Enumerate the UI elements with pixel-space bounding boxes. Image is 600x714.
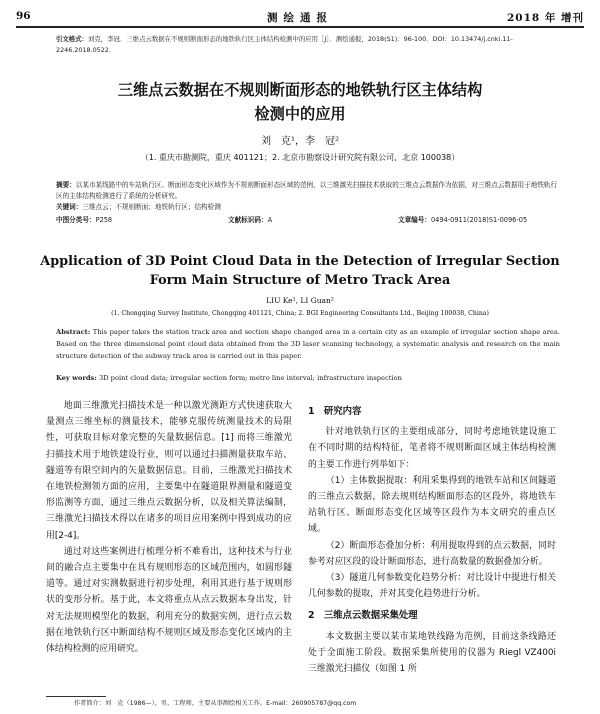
affiliation-chinese: （1. 重庆市勘测院，重庆 401121；2. 北京市勘察设计研究院有限公司，北京 100038） — [140, 153, 460, 162]
keywords-cn-label: 关键词： — [56, 203, 83, 211]
citation-format — [56, 34, 560, 56]
abstract-cn-label: 摘要： — [56, 181, 76, 189]
body-paragraph: 针对地铁轨行区的主要组成部分，同时考虑地铁建设施工在不同时期的结构特征，笔者将不规则断面区域主体结构检测的主要工作进行列举如下： — [308, 427, 556, 470]
body-paragraph: （3）隧道几何参数变化趋势分析：对比设计中提进行相关几何参数的提取，并对其变化趋势进行分析。 — [308, 573, 556, 600]
document-code: 文献标识码：A — [228, 216, 273, 224]
keywords-en-text: 3D point cloud data; irregular section form; metro line interval; infrastructure inspection — [98, 374, 402, 382]
body-paragraph: （2）断面形态叠加分析：利用提取得到的点云数据，同时参考对应区段的设计断面形态，进行高数量的数据叠加分析。 — [308, 540, 556, 567]
title-english — [40, 252, 560, 290]
journal-issue: 2018 年 增刊 — [506, 12, 584, 24]
header-rule — [16, 26, 584, 28]
article-number: 文章编号：0494-0911(2018)S1-0096-05 — [398, 216, 528, 224]
authors-english: LIU Ke¹, LI Guan² — [266, 296, 334, 305]
affiliation-english: (1. Chongqing Survey Institute, Chongqing 401121, China; 2. BGI Engineering Consultants Ltd., Beijing 100038, China) — [111, 310, 489, 317]
keywords-cn-text: 三维点云；不规则断面；地铁轨行区；结构检测 — [82, 203, 221, 211]
journal-name: 测绘通报 — [267, 12, 333, 24]
section-heading: 2 三维点云数据采集处理 — [308, 610, 418, 622]
footnote-rule — [46, 696, 106, 697]
title-english-line2: Form Main Structure of Metro Track Area — [149, 273, 451, 288]
abstract-chinese — [56, 180, 560, 213]
running-header — [16, 6, 584, 28]
abstract-en-text: This paper takes the station track area and section shape changed area in a certain city as an example of irregular section shape area. Based on the three dimensional point cloud data obtained from the 3D laser scanning technology, a systematic analysis and research on the main structure detection of the subway track area is carried out in this paper. — [56, 328, 560, 361]
page-number: 96 — [16, 10, 31, 22]
clc-number: 中图分类号：P258 — [56, 216, 113, 224]
title-chinese — [40, 78, 560, 126]
classification-row — [56, 214, 560, 226]
body-column-left — [46, 398, 292, 657]
body-paragraph: 通过对这些案例进行梳理分析不难看出，这种技术与行业间的融合点主要集中在具有规则形态的区域范围内，如圆形隧道等。通过对实测数据进行初步处理，利用其进行基于规则形状的变形分析。基于此，本文将重点从点云数据本身出发，针对无法规则模型化的数据，利用充分的数据实例，进行点云数据在地铁轨行区中断面结构不规则区域及形态变化区域内的主体结构检测的应用研究。 — [46, 546, 292, 655]
title-chinese-line2: 检测中的应用 — [254, 105, 346, 123]
body-paragraph: （1）主体数据提取：利用采集得到的地铁车站和区间隧道的三维点云数据，除去规则结构断面形态的区段外，将地铁车站轨行区、断面形态变化区域等区段作为本文研究的重点区域。 — [308, 475, 556, 535]
keywords-english — [56, 374, 560, 382]
title-english-line1: Application of 3D Point Cloud Data in the Detection of Irregular Section — [40, 254, 560, 269]
body-paragraph: 地面三维激光扫描技术是一种以激光测距方式快速获取大量测点三维坐标的测量技术，能够克服传统测量技术的局限性，可获取目标对象完整的矢量数据信息。[1] 而将三维激光扫描技术用于地铁建设行业，则可以通过扫描测量获取车站、隧道等有限空间内的矢量数据信息。目前，三维激光扫描技术在地铁检测领方面的应用，主要集中在隧道限界测量和隧道变形监测等方面，通过三维点云数据分析，以及相关算法编制，三维激光扫描技术得以在诸多的项目应用案例中得到成功的应用[2-4]。 — [46, 401, 292, 541]
abstract-en-label: Abstract: — [56, 328, 91, 336]
keywords-en-label: Key words: — [56, 374, 97, 382]
author-bio-footnote: 作者简介：刘 克（1986—），男，工程师，主要从事测绘相关工作。E-mail：260905787@qq.com — [74, 700, 357, 707]
abstract-cn-text: 以某市某线路中的车站轨行区、断面形态变化区域作为不规则断面形态区域的范例，以三维激光扫描技术获取的三维点云数据作为依据，对三维点云数据用于地铁轨行区的主体结构检测进行了系统的分析研究。 — [56, 181, 558, 200]
abstract-english — [56, 326, 560, 363]
body-paragraph: 本文数据主要以某市某地铁线路为范例，目前这条线路还处于全面施工阶段。数据采集所使用的仪器为 Riegl VZ400i 三维激光扫描仪（如图 1 所 — [308, 631, 556, 675]
authors-chinese: 刘 克¹，李 冠² — [260, 136, 340, 147]
section-heading: 1 研究内容 — [308, 406, 362, 417]
title-chinese-line1: 三维点云数据在不规则断面形态的地铁轨行区主体结构 — [117, 81, 483, 99]
citation-label: 引文格式： — [56, 35, 88, 43]
citation-text: 刘克，李冠．三维点云数据在不规则断面形态的地铁轨行区主体结构检测中的应用［J］．测绘通报，2018(S1)：96-100．DOI：10.13474/j.cnki.11-2246.2018.0522． — [56, 35, 513, 54]
body-column-right — [308, 398, 556, 677]
